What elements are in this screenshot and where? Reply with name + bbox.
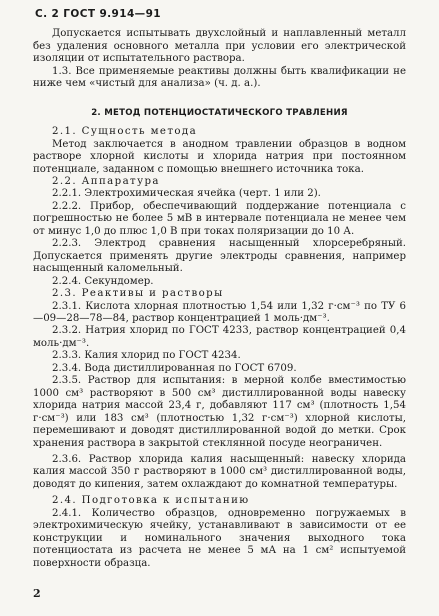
subsection-2-1-title: 2.1. Сущность метода bbox=[52, 126, 198, 138]
subsection-2-1-text: Метод заключается в анодном травлении образцов в водном растворе хлорной кислоты и хлорида натрия при постоянном потенциале, заданном с помощью внешнего источника тока. bbox=[33, 138, 406, 175]
page-number: 2 bbox=[33, 587, 41, 600]
clause-2-3-1: 2.3.1. Кислота хлорная плотностью 1,54 или 1,32 г·см⁻³ по ТУ 6—09—28—78—84, раствор концентрацией 1 моль·дм⁻³. bbox=[33, 300, 406, 324]
intro-paragraph-1: Допускается испытывать двухслойный и наплавленный металл без удаления основного металла при условии его электрической изоляции от испытательного раствора. bbox=[33, 28, 406, 65]
clause-2-3-4: 2.3.4. Вода дистиллированная по ГОСТ 6709. bbox=[52, 362, 297, 374]
clause-2-2-3: 2.2.3. Электрод сравнения насыщенный хлорсеребряный. Допускается применять другие электроды сравнения, например насыщенный каломельный. bbox=[33, 238, 406, 275]
subsection-2-2-title: 2.2. Аппаратура bbox=[52, 175, 160, 187]
clause-2-3-2: 2.3.2. Натрия хлорид по ГОСТ 4233, раствор концентрацией 0,4 моль·дм⁻³. bbox=[33, 325, 406, 349]
clause-2-3-5: 2.3.5. Раствор для испытания: в мерной колбе вместимостью 1000 см³ растворяют в 500 см³ дистиллированной воды навеску хлорида натрия массой 23,4 г, добавляют 117 см³ (плотность 1,54 г·см⁻³) или 183 см³ (плотностью 1,32 г·см⁻³) хлорной кислоты, перемешивают и доводят дистиллированной водой до метки. Срок хранения раствора в закрытой стеклянной посуде неограничен. bbox=[33, 375, 406, 449]
clause-2-3-3: 2.3.3. Калия хлорид по ГОСТ 4234. bbox=[52, 350, 241, 362]
section-title: 2. МЕТОД ПОТЕНЦИОСТАТИЧЕСКОГО ТРАВЛЕНИЯ bbox=[91, 107, 348, 118]
clause-2-2-1: 2.2.1. Электрохимическая ячейка (черт. 1 или 2). bbox=[52, 188, 321, 200]
clause-2-2-2: 2.2.2. Прибор, обеспечивающий поддержание потенциала с погрешностью не более 5 мВ в интервале потенциала не менее чем от минус 1,0 до плюс 1,0 В при токах поляризации до 10 А. bbox=[33, 200, 406, 237]
clause-2-2-4: 2.2.4. Секундомер. bbox=[52, 275, 154, 287]
clause-2-4-1: 2.4.1. Количество образцов, одновременно погружаемых в электрохимическую ячейку, устанавливают в зависимости от ее конструкции и номинального значения выходного тока потенциостата из расчета не менее 5 мА на 1 см² испытуемой поверхности образца. bbox=[33, 507, 406, 569]
clause-2-3-6: 2.3.6. Раствор хлорида калия насыщенный: навеску хлорида калия массой 350 г растворяют в 1000 см³ дистиллированной воды, доводят до кипения, затем охлаждают до комнатной температуры. bbox=[33, 453, 406, 490]
intro-paragraph-2: 1.3. Все применяемые реактивы должны быть квалификации не ниже чем «чистый для анализа» (ч. д. а.). bbox=[33, 65, 406, 90]
page-header: С. 2 ГОСТ 9.914—91 bbox=[35, 8, 161, 20]
subsection-2-3-title: 2.3. Реактивы и растворы bbox=[52, 288, 224, 300]
subsection-2-4-title: 2.4. Подготовка к испытанию bbox=[52, 495, 250, 507]
